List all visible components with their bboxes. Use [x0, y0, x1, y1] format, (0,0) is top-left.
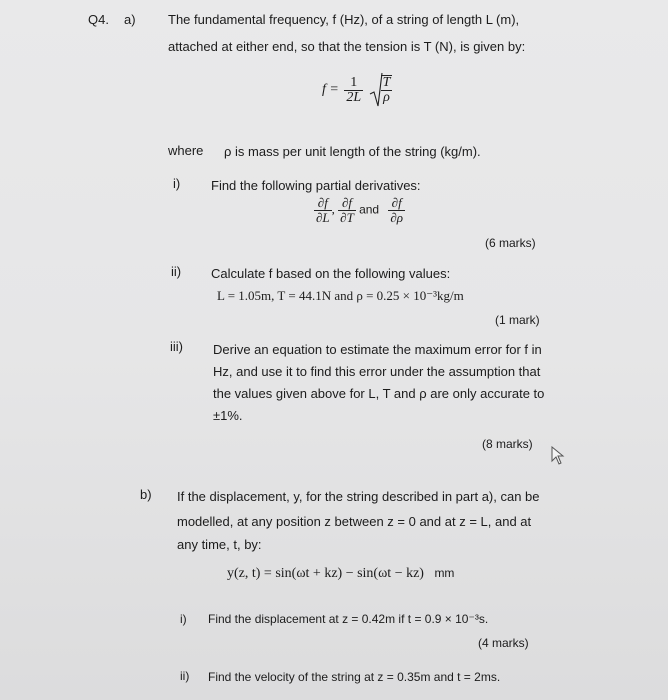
- sub-i-marks: (6 marks): [485, 236, 536, 250]
- formula-numerator: 1: [344, 76, 363, 91]
- sqrt-denominator: ρ: [383, 90, 390, 105]
- part-a-label: a): [124, 12, 136, 27]
- intro-line-1: The fundamental frequency, f (Hz), of a string of length L (m),: [168, 12, 520, 27]
- sub-iii-line-1: Derive an equation to estimate the maximum error for f in: [213, 342, 542, 357]
- derivative-2-num: ∂f: [338, 196, 356, 211]
- where-word: where: [168, 143, 204, 158]
- sub-iii-line-3: the values given above for L, T and ρ are only accurate to: [213, 386, 545, 401]
- derivative-1-den: ∂L: [316, 210, 330, 225]
- part-b-ii-label: ii): [180, 669, 190, 683]
- intro-line-2: attached at either end, so that the tension is T (N), is given by:: [168, 39, 526, 54]
- frequency-formula: [322, 72, 392, 108]
- sub-iii-marks: (8 marks): [482, 437, 533, 451]
- and-word: and: [359, 202, 380, 217]
- part-b-label: b): [140, 487, 152, 502]
- formula-lhs: f =: [322, 82, 339, 98]
- formula-denominator: 2L: [346, 89, 362, 105]
- part-b-line-2: modelled, at any position z between z = 0 and at z = L, and at: [177, 514, 532, 529]
- sub-ii-marks: (1 mark): [495, 313, 540, 327]
- equation-unit: mm: [434, 566, 455, 580]
- sub-iii-line-2: Hz, and use it to find this error under the assumption that: [213, 364, 541, 379]
- sub-i-label: i): [173, 176, 181, 191]
- sub-i-text: Find the following partial derivatives:: [211, 178, 421, 193]
- sub-iii-line-4: ±1%.: [213, 408, 243, 423]
- part-b-line-1: If the displacement, y, for the string described in part a), can be: [177, 489, 540, 504]
- sub-ii-values: L = 1.05m, T = 44.1N and ρ = 0.25 × 10⁻³kg/m: [217, 288, 464, 303]
- sub-ii-text: Calculate f based on the following values:: [211, 266, 451, 281]
- displacement-equation: [227, 564, 454, 582]
- sub-iii-label: iii): [170, 339, 183, 354]
- sqrt-numerator: T: [382, 75, 391, 90]
- part-b-i-label: i): [180, 612, 187, 626]
- derivative-1-num: ∂f: [314, 196, 332, 211]
- question-number: Q4.: [88, 12, 109, 27]
- part-b-i-text: Find the displacement at z = 0.42m if t = 0.9 × 10⁻³s.: [208, 612, 489, 626]
- partial-derivatives: $\frac{\partial f}{\partial L}$ , $\frac{\partial f}{\partial T}$ and $\frac{\partial f}{\partial\rho}$: [316, 195, 404, 225]
- part-b-ii-text: Find the velocity of the string at z = 0.35m and t = 2ms.: [208, 670, 501, 684]
- part-b-i-marks: (4 marks): [478, 636, 529, 650]
- derivative-2-den: ∂T: [340, 210, 354, 225]
- part-b-line-3: any time, t, by:: [177, 537, 262, 552]
- sub-ii-label: ii): [171, 264, 182, 279]
- mouse-cursor-icon: [551, 446, 567, 466]
- equation-text: y(z, t) = sin(ωt + kz) − sin(ωt − kz): [227, 566, 424, 581]
- where-text: ρ is mass per unit length of the string (kg/m).: [224, 144, 481, 159]
- sqrt-symbol: [369, 72, 393, 108]
- derivative-3-num: ∂f: [388, 196, 405, 211]
- derivative-3-den: ∂ρ: [390, 210, 404, 225]
